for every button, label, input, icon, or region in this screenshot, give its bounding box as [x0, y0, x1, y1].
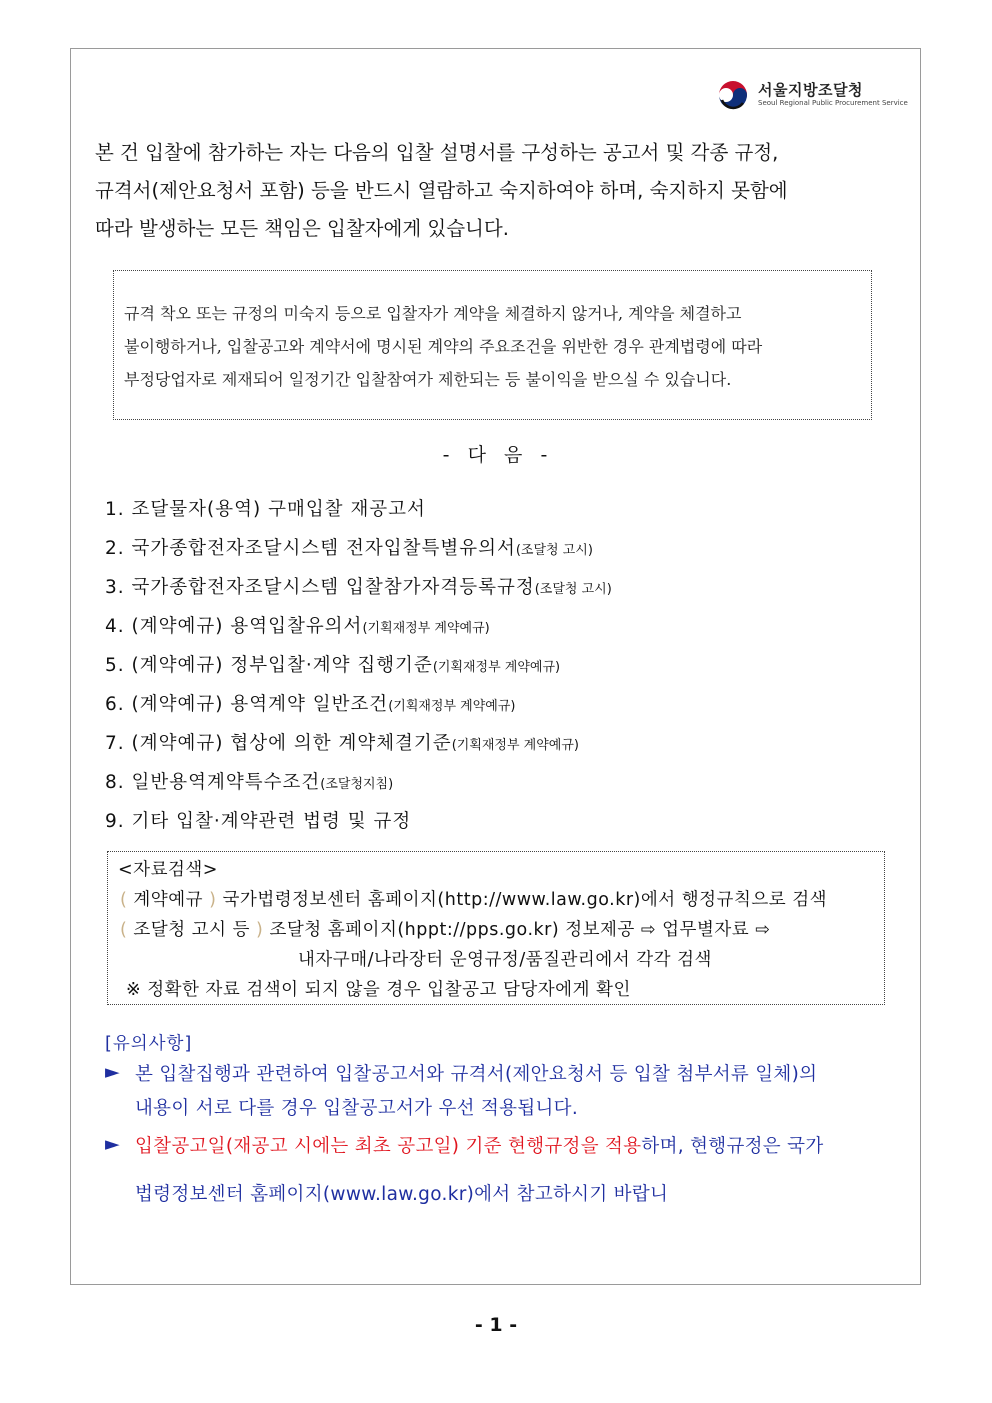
org-name-ko: 서울지방조달청	[758, 81, 863, 99]
warning-box	[113, 270, 872, 420]
highlight-text: 입찰공고일(재공고 시에는 최초 공고일) 기준 현행규정을 적용	[135, 1136, 642, 1157]
intro-line: 따라 발생하는 모든 책임은 입찰자에게 있습니다.	[95, 217, 509, 240]
caution-item: 본 입찰집행과 관련하여 입찰공고서와 규격서(제안요청서 등 입찰 첨부서류 일체)의 내용이 서로 다를 경우 입찰공고서가 우선 적용됩니다.	[135, 1064, 818, 1119]
intro-paragraph	[95, 134, 896, 248]
search-info-box	[107, 851, 885, 1005]
bullet-icon: ►	[105, 1133, 120, 1155]
org-logo	[716, 76, 908, 116]
list-item: 6. (계약예규) 용역계약 일반조건(기획재정부 계약예규)	[105, 694, 516, 715]
intro-line: 본 건 입찰에 참가하는 자는 다음의 입찰 설명서를 구성하는 공고서 및 각종 규정,	[95, 141, 779, 164]
warning-text	[124, 297, 861, 396]
section-heading: - 다 음 -	[442, 444, 550, 466]
list-item: 8. 일반용역계약특수조건(조달청지침)	[105, 772, 394, 793]
list-item: 4. (계약예규) 용역입찰유의서(기획재정부 계약예규)	[105, 616, 490, 637]
search-title: <자료검색>	[118, 860, 218, 880]
list-item: 2. 국가종합전자조달시스템 전자입찰특별유의서(조달청 고시)	[105, 538, 593, 559]
taegeuk-logo-icon	[716, 78, 750, 112]
warning-line: 규격 착오 또는 규정의 미숙지 등으로 입찰자가 계약을 체결하지 않거나, 계약을 체결하고	[124, 304, 742, 323]
list-item: 9. 기타 입찰·계약관련 법령 및 규정	[105, 811, 412, 832]
caution-item-continued: 법령정보센터 홈페이지(www.law.go.kr)에서 참고하시기 바랍니	[135, 1184, 669, 1205]
intro-line: 규격서(제안요청서 포함) 등을 반드시 열람하고 숙지하여야 하며, 숙지하지 못함에	[95, 179, 788, 202]
caution-title: [유의사항]	[105, 1034, 193, 1054]
list-item: 1. 조달물자(용역) 구매입찰 재공고서	[105, 499, 426, 520]
search-row: 내자구매/나라장터 운영규정/품질관리에서 각각 검색	[298, 950, 712, 970]
list-item: 7. (계약예규) 협상에 의한 계약체결기준(기획재정부 계약예규)	[105, 733, 579, 754]
list-item: 3. 국가종합전자조달시스템 입찰참가자격등록규정(조달청 고시)	[105, 577, 612, 598]
org-name-en: Seoul Regional Public Procurement Service	[758, 99, 908, 107]
caution-item: 입찰공고일(재공고 시에는 최초 공고일) 기준 현행규정을 적용하며, 현행규정은 국가	[135, 1136, 824, 1157]
warning-line: 부정당업자로 제재되어 일정기간 입찰참여가 제한되는 등 불이익을 받으실 수 있습니다.	[124, 370, 732, 389]
document-list	[105, 490, 905, 841]
list-item: 5. (계약예규) 정부입찰·계약 집행기준(기획재정부 계약예규)	[105, 655, 561, 676]
search-row: ( 조달청 고시 등 ) 조달청 홈페이지(hppt://pps.go.kr) 정보제공 ⇨ 업무별자료 ⇨	[120, 920, 771, 940]
page-number: - 1 -	[474, 1314, 518, 1336]
search-note: ※ 정확한 자료 검색이 되지 않을 경우 입찰공고 담당자에게 확인	[126, 980, 631, 1000]
search-row: ( 계약예규 ) 국가법령정보센터 홈페이지(http://www.law.go.kr)에서 행정규칙으로 검색	[120, 890, 828, 910]
bullet-icon: ►	[105, 1061, 120, 1083]
warning-line: 불이행하거나, 입찰공고와 계약서에 명시된 계약의 주요조건을 위반한 경우 관계법령에 따라	[124, 337, 763, 356]
